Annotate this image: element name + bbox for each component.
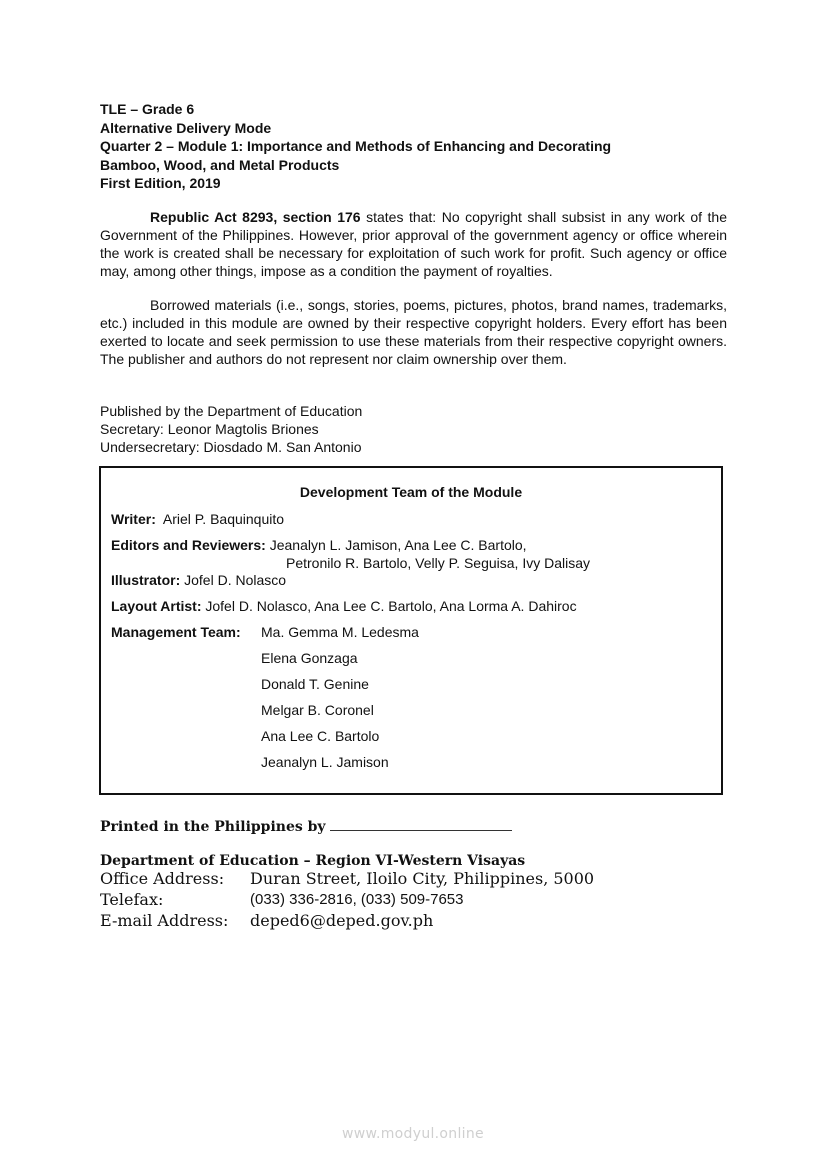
printed-in-line [100, 818, 512, 835]
printer-blank-line [330, 818, 512, 831]
writer-label: Writer: [111, 511, 156, 527]
copyright-law-reference: Republic Act 8293, section 176 [150, 209, 361, 225]
management-team-row [111, 624, 241, 640]
office-address-row [100, 869, 595, 890]
telefax-row [100, 890, 525, 911]
subject-grade: TLE – Grade 6 [100, 101, 195, 117]
watermark: www.modyul.online [342, 1126, 484, 1142]
module-title-line1: Quarter 2 – Module 1: Importance and Methods of Enhancing and Decorating [100, 138, 612, 154]
writer-row [111, 511, 284, 527]
management-member: Jeanalyn L. Jamison [261, 754, 389, 770]
printed-in-label: Printed in the Philippines by [100, 819, 326, 835]
layout-artist-names: Jofel D. Nolasco, Ana Lee C. Bartolo, Ana Lorma A. Dahiroc [205, 598, 577, 614]
edition: First Edition, 2019 [100, 175, 221, 191]
email-label: E-mail Address: [100, 911, 229, 930]
illustrator-name: Jofel D. Nolasco [184, 572, 287, 588]
layout-artist-label: Layout Artist: [111, 598, 202, 614]
management-team-label: Management Team: [111, 624, 241, 640]
borrowed-materials-text: Borrowed materials (i.e., songs, stories, poems, pictures, photos, brand names, trademarks, etc.) included in this module are owned by their respective copyright holders. Every effort has been exerted to locate and seek permission to use these materials from their respective copyright owners. The publisher and authors do not represent nor claim ownership over them. [100, 297, 727, 367]
management-member: Ma. Gemma M. Ledesma [261, 624, 419, 640]
secretary: Secretary: Leonor Magtolis Briones [100, 421, 319, 437]
editors-names-line2: Petronilo R. Bartolo, Velly P. Seguisa, Ivy Dalisay [286, 555, 591, 571]
office-address-value: Duran Street, Iloilo City, Philippines, 5000 [250, 869, 595, 888]
editors-label: Editors and Reviewers: [111, 537, 266, 553]
team-title: Development Team of the Module [299, 484, 523, 500]
management-member: Melgar B. Coronel [261, 702, 374, 718]
writer-name: Ariel P. Baquinquito [162, 511, 285, 527]
publisher-info [100, 402, 727, 456]
telefax-label: Telefax: [100, 890, 164, 909]
borrowed-materials-paragraph [100, 296, 727, 368]
module-title-line2: Bamboo, Wood, and Metal Products [100, 156, 340, 173]
email-value: deped6@deped.gov.ph [250, 911, 434, 930]
undersecretary: Undersecretary: Diosdado M. San Antonio [100, 439, 362, 455]
email-row [100, 911, 525, 932]
management-member: Elena Gonzaga [261, 650, 358, 666]
illustrator-row [111, 572, 286, 588]
document-header [100, 100, 727, 193]
copyright-paragraph [100, 208, 727, 280]
management-member: Ana Lee C. Bartolo [261, 728, 380, 744]
copyright-text: states that: No copyright shall subsist in any work of the Government of the Philippines. However, prior approval of the government agency or office wherein the work is created shall be necessary for exploitation of such work for profit. Such agency or office may, among other things, impose as a condition the payment of royalties. [100, 209, 727, 279]
telefax-value: (033) 336-2816, (033) 509-7653 [250, 891, 464, 908]
editors-row [111, 537, 527, 553]
illustrator-label: Illustrator: [111, 572, 181, 588]
layout-artist-row [111, 598, 577, 614]
published-by: Published by the Department of Education [100, 403, 363, 419]
management-member: Donald T. Genine [261, 676, 369, 692]
editors-names-line1: Jeanalyn L. Jamison, Ana Lee C. Bartolo, [269, 537, 527, 553]
region-title: Department of Education – Region VI-Western Visayas [100, 853, 526, 869]
development-team-box [99, 466, 723, 795]
office-address-label: Office Address: [100, 869, 225, 888]
delivery-mode: Alternative Delivery Mode [100, 119, 272, 136]
region-contact-block [100, 853, 595, 932]
